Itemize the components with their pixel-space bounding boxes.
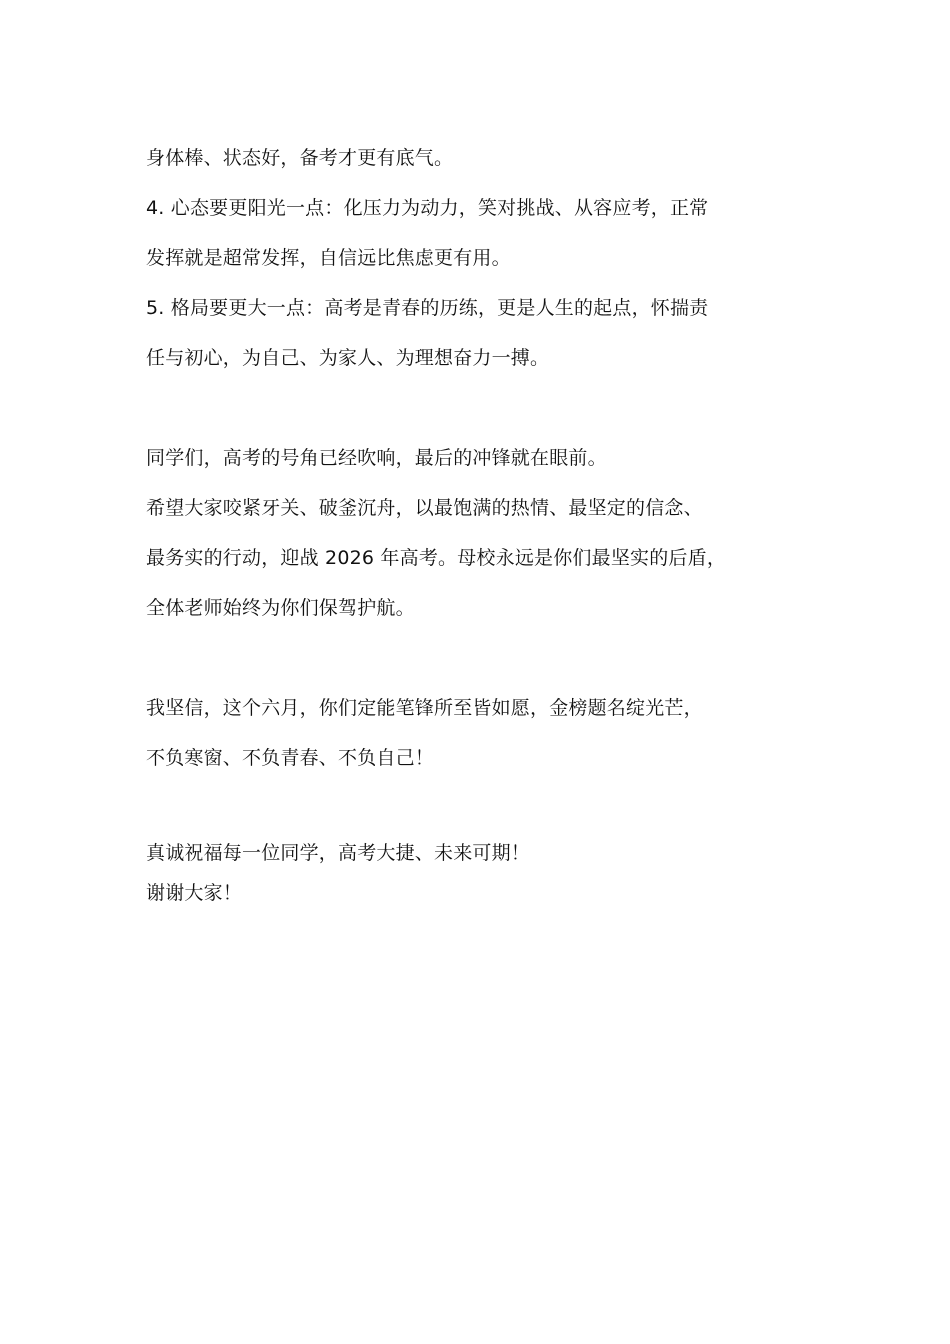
- document-body: [146, 133, 810, 913]
- paragraph-spacer: [146, 383, 810, 433]
- paragraph-line: 我坚信，这个六月，你们定能笔锋所至皆如愿，金榜题名绽光芒，: [146, 697, 703, 719]
- paragraph-line: 身体棒、状态好，备考才更有底气。: [146, 147, 454, 169]
- paragraph-line: 5. 格局要更大一点：高考是青春的历练，更是人生的起点，怀揣责: [146, 297, 709, 319]
- paragraph-line: 4. 心态要更阳光一点：化压力为动力，笑对挑战、从容应考，正常: [146, 197, 709, 219]
- paragraph-line: 全体老师始终为你们保驾护航。: [146, 597, 415, 619]
- paragraph-line: 希望大家咬紧牙关、破釜沉舟，以最饱满的热情、最坚定的信念、: [146, 497, 703, 519]
- paragraph-line: 不负寒窗、不负青春、不负自己！: [146, 747, 435, 769]
- paragraph-line: 发挥就是超常发挥，自信远比焦虑更有用。: [146, 247, 511, 269]
- paragraph-line: 任与初心，为自己、为家人、为理想奋力一搏。: [146, 347, 550, 369]
- paragraph-line: 同学们，高考的号角已经吹响，最后的冲锋就在眼前。: [146, 447, 607, 469]
- paragraph-spacer: [146, 783, 810, 833]
- paragraph-line: 谢谢大家！: [146, 882, 243, 904]
- paragraph-spacer: [146, 633, 810, 683]
- paragraph-line: 最务实的行动，迎战 2026 年高考。母校永远是你们最坚实的后盾，: [146, 547, 727, 569]
- paragraph-line: 真诚祝福每一位同学，高考大捷、未来可期！: [146, 842, 531, 864]
